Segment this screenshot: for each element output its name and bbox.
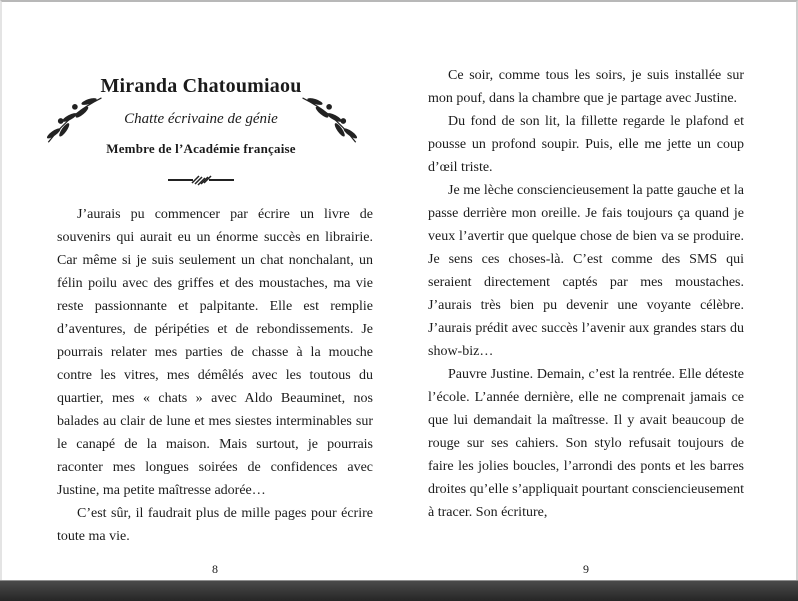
paragraph: C’est sûr, il faudrait plus de mille pages pour écrire toute ma vie.	[57, 506, 373, 544]
page-body-right	[428, 64, 744, 524]
reader-bottom-bar	[0, 580, 798, 601]
chapter-header	[57, 74, 345, 158]
paragraph: Pauvre Justine. Demain, c’est la rentrée. Elle déteste l’école. L’année dernière, elle ne comprenait jamais ce que lui demandait la maîtresse. Il y avait beaucoup de rouge sur ses cahiers. Son stylo refusait toujours de faire les jolies boucles, l’arrondi des ponts et les barres droites qu’elle s’appliquait pourtant consciencieusement à tracer. Son écriture,	[428, 367, 744, 520]
paragraph: J’aurais pu commencer par écrire un livre de souvenirs qui aurait eu un énorme succès en librairie. Car même si je suis seulement un chat nonchalant, un félin poilu avec des griffes et des moustaches, ma vie reste passionnante et palpitante. Elle est remplie d’aventures, de péripéties et de rebondissements. Je pourrais relater mes parties de chasse à la mouche contre les vitres, mes démêlés avec les toutous du quartier, mes « chats » avec Aldo Beauminet, nos balades au clair de lune et mes siestes interminables sur le canapé de la maison. Mais surtout, je pourrais raconter mes longues soirées de confidences avec Justine, ma petite maîtresse adorée…	[57, 207, 373, 498]
paragraph: Ce soir, comme tous les soirs, je suis installée sur mon pouf, dans la chambre que je partage avec Justine.	[428, 68, 744, 106]
chapter-title: Miranda Chatoumiaou	[100, 75, 302, 97]
paragraph: Je me lèche consciencieusement la patte gauche et la passe derrière mon oreille. Je fais toujours ça quand je veux l’avertir que quelque chose de bien va se produire. Je sens ces choses-là. C’est comme des SMS qui seraient directement captés par mes moustaches. J’aurais très bien pu devenir une voyante célèbre. J’aurais prédit avec succès l’avenir aux grandes stars du show-biz…	[428, 183, 744, 359]
paragraph: Du fond de son lit, la fillette regarde le plafond et pousse un profond soupir. Puis, elle me jette un coup d’œil triste.	[428, 114, 744, 175]
chapter-affiliation: Membre de l’Académie française	[106, 141, 296, 156]
laurel-branch-right-icon	[299, 94, 361, 148]
chapter-subtitle: Chatte écrivaine de génie	[124, 111, 278, 127]
page-body-left	[57, 203, 373, 548]
page-right	[428, 2, 744, 582]
section-divider-ornament-icon	[57, 173, 345, 187]
page-number-left: 8	[212, 562, 218, 576]
page-left	[57, 2, 373, 582]
laurel-branch-left-icon	[43, 94, 105, 148]
page-number-right: 9	[583, 562, 589, 576]
